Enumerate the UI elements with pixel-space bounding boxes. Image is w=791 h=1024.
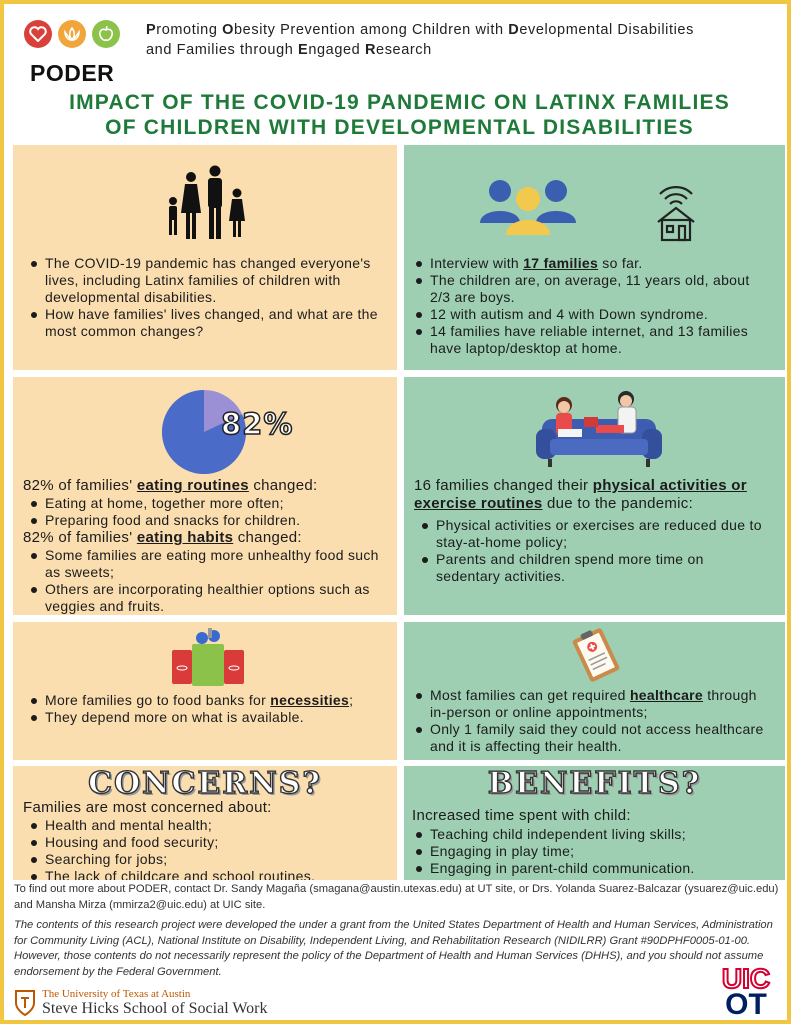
list-item: 12 with autism and 4 with Down syndrome.: [414, 306, 774, 323]
list-item: Most families can get required healthcare through in-person or online appointments;: [414, 687, 774, 721]
apple-icon: [92, 20, 120, 48]
list-item: Health and mental health;: [29, 817, 393, 834]
ut-logo: [14, 988, 268, 1018]
pie-percent-label: 82%: [221, 407, 294, 441]
subtitle-part: P: [146, 22, 157, 38]
list-item: Teaching child independent living skills;: [414, 826, 780, 843]
couch-family-icon: [534, 389, 664, 473]
program-subtitle-line2: [146, 40, 776, 60]
panel-concerns: [13, 766, 397, 880]
list-item: The children are, on average, 11 years old, about 2/3 are boys.: [414, 272, 774, 306]
list-item: Physical activities or exercises are reduced due to stay-at-home policy;: [420, 517, 770, 551]
subtitle-part: evelopmental Disabilities: [519, 22, 694, 38]
ot-logo-text: OT: [725, 988, 767, 1021]
subtitle-part: O: [222, 22, 235, 38]
people-group-icon: [478, 177, 578, 241]
list-item: The lack of childcare and school routines.: [29, 868, 393, 880]
ut-university-name: The University of Texas at Austin: [42, 988, 191, 1000]
panel-food-banks: [13, 622, 397, 760]
subtitle-part: R: [364, 42, 377, 58]
subtitle-part: D: [508, 22, 520, 38]
list-item: Engaging in play time;: [414, 843, 780, 860]
subtitle-part: ngaged: [308, 42, 365, 58]
physical-activity-list: [420, 517, 770, 585]
wifi-house-icon: [654, 180, 698, 246]
list-item: Engaging in parent-child communication.: [414, 860, 780, 877]
program-subtitle-line1: [146, 20, 776, 40]
concerns-lead: Families are most concerned about:: [23, 799, 272, 816]
benefits-title: BENEFITS?: [487, 766, 702, 801]
ut-school-name: Steve Hicks School of Social Work: [42, 1000, 268, 1017]
panel-interviews-list: [414, 255, 774, 357]
eating-habits-lead: 82% of families' eating habits changed:: [23, 529, 302, 546]
benefits-list: [414, 826, 780, 877]
panel-physical-activity: [404, 377, 785, 615]
panel-eating-text: [23, 477, 393, 615]
uic-logo-text: UIC: [721, 963, 771, 994]
food-banks-list: [29, 692, 393, 726]
ut-logo-text: [42, 988, 268, 1018]
physical-activity-lead: 16 families changed their physical activities or exercise routines due to the pandemic:: [414, 477, 747, 512]
panel-benefits: [404, 766, 785, 880]
eating-routines-lead: 82% of families' eating routines changed:: [23, 477, 318, 494]
subtitle-part: esearch: [376, 42, 432, 58]
list-item: 14 families have reliable internet, and 13 families have laptop/desktop at home.: [414, 323, 774, 357]
list-item: The COVID-19 pandemic has changed everyone's lives, including Latinx families of children with developmental disabilities.: [29, 255, 379, 306]
subtitle-part: romoting: [156, 22, 223, 38]
ut-shield-icon: [14, 989, 36, 1017]
benefits-lead: Increased time spent with child:: [412, 807, 631, 824]
list-item: Eating at home, together more often;: [29, 495, 393, 512]
subtitle-part: and Families through: [146, 42, 299, 58]
concerns-list: [29, 817, 393, 880]
page-title-line1: IMPACT OF THE COVID-19 PANDEMIC ON LATINX FAMILIES: [69, 91, 730, 114]
poder-logo-word: PODER: [30, 60, 115, 86]
list-item: How have families' lives changed, and what are the most common changes?: [29, 306, 379, 340]
panel-healthcare: [404, 622, 785, 760]
subtitle-part: besity Prevention among Children with: [234, 22, 509, 38]
eating-routines-list: [23, 495, 393, 529]
uic-ot-logo: [716, 963, 776, 1021]
program-subtitle: [146, 20, 776, 60]
panel-lives-changed: [13, 145, 397, 370]
concerns-title: CONCERNS?: [88, 766, 322, 801]
list-item: Only 1 family said they could not access healthcare and it is affecting their health.: [414, 721, 774, 755]
list-item: They depend more on what is available.: [29, 709, 393, 726]
list-item: Some families are eating more unhealthy food such as sweets;: [29, 547, 393, 581]
list-item: Interview with 17 families so far.: [414, 255, 774, 272]
poder-logo-icons: [24, 20, 120, 48]
list-item: Parents and children spend more time on sedentary activities.: [420, 551, 770, 585]
list-item: More families go to food banks for necessities;: [29, 692, 393, 709]
page-title: [4, 90, 791, 140]
lotus-icon: [58, 20, 86, 48]
grocery-bags-icon: [168, 626, 248, 692]
contact-text: To find out more about PODER, contact Dr. Sandy Magaña (smagana@austin.utexas.edu) at UT site, or Drs. Yolanda Suarez-Balcazar (ysuarez@uic.edu) and Mansha Mirza (mmirza2@uic.edu) at UIC site.: [14, 883, 779, 911]
list-item: Others are incorporating healthier options such as veggies and fruits.: [29, 581, 393, 615]
heart-icon: [24, 20, 52, 48]
list-item: Preparing food and snacks for children.: [29, 512, 393, 529]
eating-habits-list: [23, 547, 393, 615]
panel-lives-changed-list: [29, 255, 379, 340]
subtitle-part: E: [298, 42, 309, 58]
page-title-line2: OF CHILDREN WITH DEVELOPMENTAL DISABILITIES: [105, 116, 694, 139]
list-item: Housing and food security;: [29, 834, 393, 851]
family-silhouette-icon: [163, 163, 253, 245]
panel-interviews: [404, 145, 785, 370]
clipboard-medical-icon: [566, 624, 626, 690]
panel-eating: [13, 377, 397, 615]
healthcare-list: [414, 687, 774, 755]
list-item: Searching for jobs;: [29, 851, 393, 868]
disclaimer-text: The contents of this research project were developed the under a grant from the United States Department of Health and Human Services, Administration for Community Living (ACL), National Institute on Disability, Independent Living, and Rehabilitation Research (NIDILRR) Grant #90DPHF0005-01-00. However, those contents do not necessarily represent the policy of the Department of Health and Human Services (DHHS), and you should not assume endorsement by the Federal Government.: [14, 919, 773, 978]
